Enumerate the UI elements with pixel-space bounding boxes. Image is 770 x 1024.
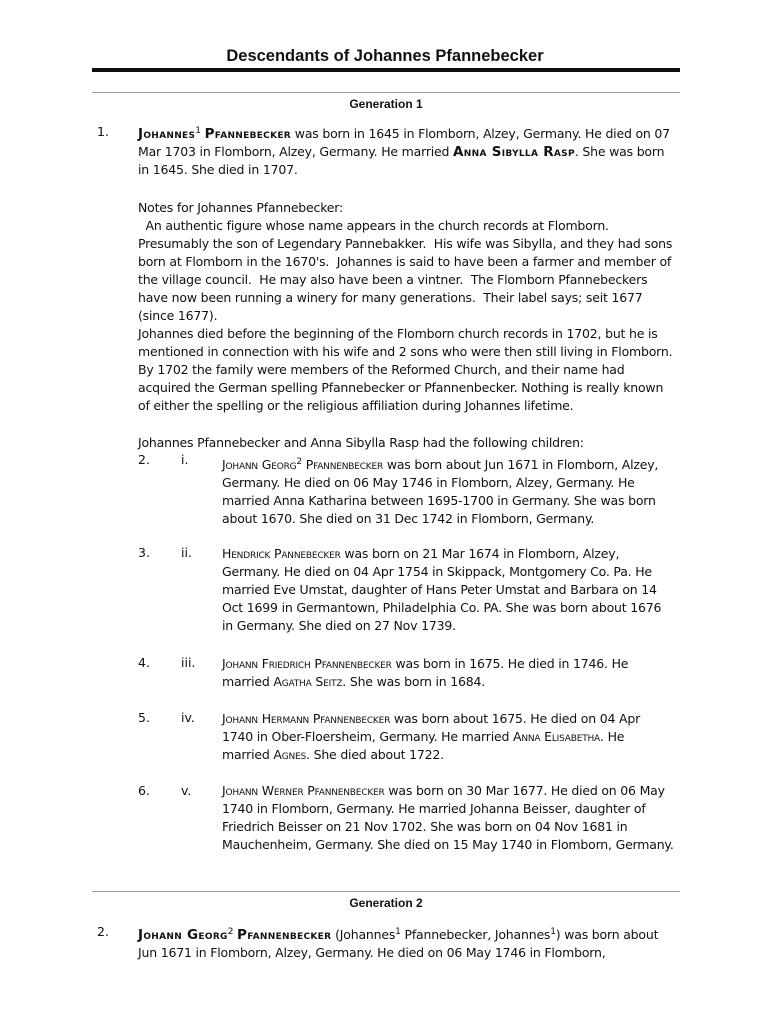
person-entry: [138, 926, 674, 962]
spouse-facts: . He married: [222, 729, 625, 762]
person-given-name: Johannes: [138, 126, 196, 142]
person-summary: [138, 926, 674, 962]
person-surname: Pfannenbecker: [237, 927, 332, 943]
person-entry: [138, 125, 674, 179]
child-name: Johann Werner Pfannenbecker: [222, 783, 385, 798]
child-entry: [222, 545, 674, 635]
child-number: 3.: [138, 545, 150, 560]
spouse-name: Agnes: [273, 747, 307, 762]
child-facts: was born about Jun 1671 in Flomborn, Alzey, Germany. He died on 06 May 1746 in Flomborn, Alzey, Germany. He married Anna Katharina between 1695-1700 in Germany. She was born about 1670. She died on 31 Dec 1742 in Flomborn, Germany.: [222, 457, 659, 526]
child-roman: v.: [181, 783, 192, 798]
child-number: 5.: [138, 710, 150, 725]
generation-number: 2: [227, 927, 234, 937]
child-entry: [222, 456, 674, 528]
person-summary: [138, 125, 674, 179]
page-title: Descendants of Johannes Pfannebecker: [226, 47, 544, 65]
child-entry: [222, 782, 674, 854]
spouse-name: Anna Sibylla Rasp: [453, 144, 575, 160]
child-number: 4.: [138, 655, 150, 670]
child-facts: was born about 1675. He died on 04 Apr 1740 in Ober-Floersheim, Germany. He married: [222, 711, 641, 744]
spouse-name: Anna Elisabetha: [512, 729, 601, 744]
child-name: Johann Georg: [222, 457, 297, 472]
generation-number: 1: [550, 927, 556, 937]
child-number: 2.: [138, 452, 150, 467]
generation-number: 1: [395, 927, 401, 937]
child-facts: was born on 30 Mar 1677. He died on 06 May 1740 in Flomborn, Germany. He married Johanna Beisser, daughter of Friedrich Beisser on 21 Nov 1702. She was born on 04 Nov 1681 in Mauchenheim, Germany. She died on 15 May 1740 in Flomborn, Germany.: [222, 783, 674, 852]
person-facts: was born in 1645 in Flomborn, Alzey, Germany. He died on 07 Mar 1703 in Flomborn, Alzey, Germany. He married: [138, 126, 670, 159]
person-facts: ) was born about Jun 1671 in Flomborn, Alzey, Germany. He died on 06 May 1746 in Flomborn,: [138, 927, 659, 960]
notes-paragraph: An authentic figure whose name appears in the church records at Flomborn. Presumably the son of Legendary Pannebakker. His wife was Sibylla, and they had sons born at Flomborn in the 1670's. Johannes is said to have been a farmer and member of the village council. He may also have been a vintner. The Flomborn Pfannebeckers have now been running a winery for many generations. Their label says; seit 1677 (since 1677).: [138, 218, 676, 323]
spouse-facts: . She was born in 1684.: [342, 674, 486, 689]
child-roman: ii.: [181, 545, 192, 560]
notes-paragraph: Johannes died before the beginning of the Flomborn church records in 1702, but he is mentioned in connection with his wife and 2 sons who were then still living in Flomborn. By 1702 the family were members of the Reformed Church, and their name had acquired the German spelling Pfannebecker or Pfannenbecker. Nothing is really known of either the spelling or the religious affiliation during Johannes lifetime.: [138, 326, 673, 413]
child-roman: iii.: [181, 655, 196, 670]
child-surname: Pfannenbecker: [301, 457, 384, 472]
generation-heading: Generation 1: [349, 97, 423, 111]
spouse-facts: . She died about 1722.: [306, 747, 444, 762]
child-roman: i.: [181, 452, 189, 467]
parent-text: (Johannes: [331, 927, 396, 942]
child-entry: [222, 655, 674, 691]
spouse-name: Agatha Seitz: [273, 674, 343, 689]
notes-block: [138, 199, 674, 415]
child-name: Johann Friedrich Pfannenbecker: [222, 656, 392, 671]
child-number: 6.: [138, 783, 150, 798]
generation-number: 1: [195, 126, 201, 136]
parent-text: Pfannebecker, Johannes: [400, 927, 551, 942]
child-entry: [222, 710, 674, 764]
person-given-name: Johann Georg: [138, 927, 228, 943]
generation-heading: Generation 2: [349, 896, 423, 910]
spouse-facts: . She was born in 1645. She died in 1707.: [138, 144, 665, 177]
title-rule: [92, 68, 680, 72]
child-roman: iv.: [181, 710, 195, 725]
child-name: Hendrick Pannebecker: [222, 546, 341, 561]
children-intro: Johannes Pfannebecker and Anna Sibylla Rasp had the following children:: [138, 435, 584, 450]
person-number: 1.: [97, 124, 109, 139]
child-name: Johann Hermann Pfannenbecker: [222, 711, 391, 726]
child-facts: was born on 21 Mar 1674 in Flomborn, Alzey, Germany. He died on 04 Apr 1754 in Skippack, Montgomery Co. Pa. He married Eve Umstat, daughter of Hans Peter Umstat and Barbara on 14 Oct 1699 in Germantown, Philadelphia Co. PA. She was born about 1676 in Germany. She died on 27 Nov 1739.: [222, 546, 662, 633]
notes-heading: Notes for Johannes Pfannebecker:: [138, 200, 344, 215]
generation-number: 2: [296, 457, 302, 467]
child-facts: was born in 1675. He died in 1746. He married: [222, 656, 629, 689]
generation-rule: [92, 92, 680, 93]
person-surname: Pfannebecker: [204, 126, 292, 142]
person-number: 2.: [97, 924, 109, 939]
generation-rule: [92, 891, 680, 892]
